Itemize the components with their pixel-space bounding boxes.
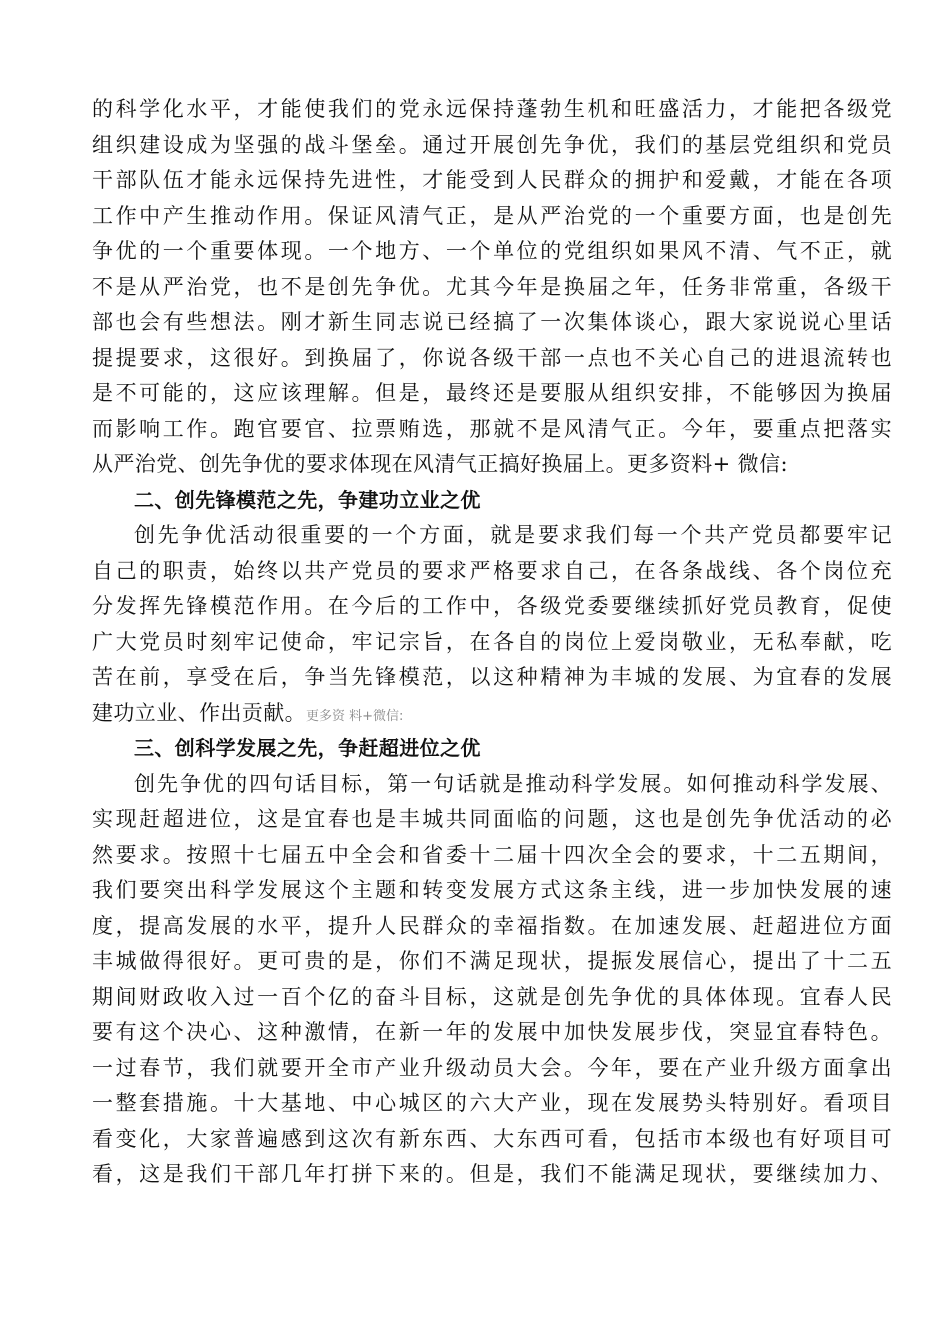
text-line: 创先争优的四句话目标，第一句话就是推动科学发展。如何推动科学发展、 [134, 771, 892, 796]
text-line [92, 696, 892, 732]
text-line: 创先争优活动很重要的一个方面，就是要求我们每一个共产党员都要牢记 [134, 523, 892, 547]
text-line: 度，提高发展的水平，提升人民群众的幸福指数。在加速发展、赶超进位方面 [92, 913, 892, 938]
text-line: 组织建设成为坚强的战斗堡垒。通过开展创先争优，我们的基层党组织和党员 [92, 132, 892, 157]
text-line: 的科学化水平，才能使我们的党永远保持蓬勃生机和旺盛活力，才能把各级党 [92, 97, 892, 121]
text-line: 期间财政收入过一百个亿的奋斗目标，这就是创先争优的具体体现。宜春人民 [92, 984, 892, 1009]
text-line: 看，这是我们干部几年打拼下来的。但是，我们不能满足现状，要继续加力、 [92, 1162, 892, 1186]
text-line: 干部队伍才能永远保持先进性，才能受到人民群众的拥护和爱戴，才能在各项 [92, 168, 892, 192]
text-line: 实现赶超进位，这是宜春也是丰城共同面临的问题，这也是创先争优活动的必 [92, 807, 892, 831]
text-line: 工作中产生推动作用。保证风清气正，是从严治党的一个重要方面，也是创先 [92, 203, 892, 228]
watermark-note: 更多资 料+微信: [306, 708, 404, 724]
text-line: 部也会有些想法。刚才新生同志说已经搞了一次集体谈心，跟大家说说心里话 [92, 310, 892, 334]
text-line: 一过春节，我们就要开全市产业升级动员大会。今年，要在产业升级方面拿出 [92, 1055, 892, 1080]
text-line: 不是从严治党，也不是创先争优。尤其今年是换届之年，任务非常重，各级干 [92, 274, 892, 299]
text-line: 我们要突出科学发展这个主题和转变发展方式这条主线，进一步加快发展的速 [92, 878, 892, 902]
text-line: 自己的职责，始终以共产党员的要求严格要求自己，在各条战线、各个岗位充 [92, 558, 892, 583]
text-line: 看变化，大家普遍感到这次有新东西、大东西可看，包括市本级也有好项目可 [92, 1126, 892, 1151]
text-line: 分发挥先锋模范作用。在今后的工作中，各级党委要继续抓好党员教育，促使 [92, 594, 892, 618]
text-line: 要有这个决心、这种激情，在新一年的发展中加快发展步伐，突显宜春特色。 [92, 1020, 892, 1044]
text-line: 丰城做得很好。更可贵的是，你们不满足现状，提振发展信心，提出了十二五 [92, 949, 892, 973]
text-line: 苦在前，享受在后，争当先锋模范，以这种精神为丰城的发展、为宜春的发展 [92, 665, 892, 689]
section-heading-3: 三、创科学发展之先，争赶超进位之优 [134, 736, 481, 760]
text-line: 争优的一个重要体现。一个地方、一个单位的党组织如果风不清、气不正，就 [92, 239, 892, 263]
text-line: 一整套措施。十大基地、中心城区的六大产业，现在发展势头特别好。看项目 [92, 1091, 892, 1115]
text-line: 而影响工作。跑官要官、拉票贿选，那就不是风清气正。今年，要重点把落实 [92, 416, 892, 441]
text-line: 从严治党、创先争优的要求体现在风清气正搞好换届上。更多资料+ 微信: [92, 452, 788, 476]
text-line-content: 建功立业、作出贡献。 [92, 700, 306, 725]
text-line: 提提要求，这很好。到换届了，你说各级干部一点也不关心自己的进退流转也 [92, 345, 892, 370]
text-line: 广大党员时刻牢记使命，牢记宗旨，在各自的岗位上爱岗敬业，无私奉献，吃 [92, 629, 892, 654]
section-heading-2: 二、创先锋模范之先，争建功立业之优 [134, 487, 481, 512]
text-line: 是不可能的，这应该理解。但是，最终还是要服从组织安排，不能够因为换届 [92, 381, 892, 405]
text-line: 然要求。按照十七届五中全会和省委十二届十四次全会的要求，十二五期间， [92, 842, 892, 867]
document-body [92, 92, 892, 1193]
